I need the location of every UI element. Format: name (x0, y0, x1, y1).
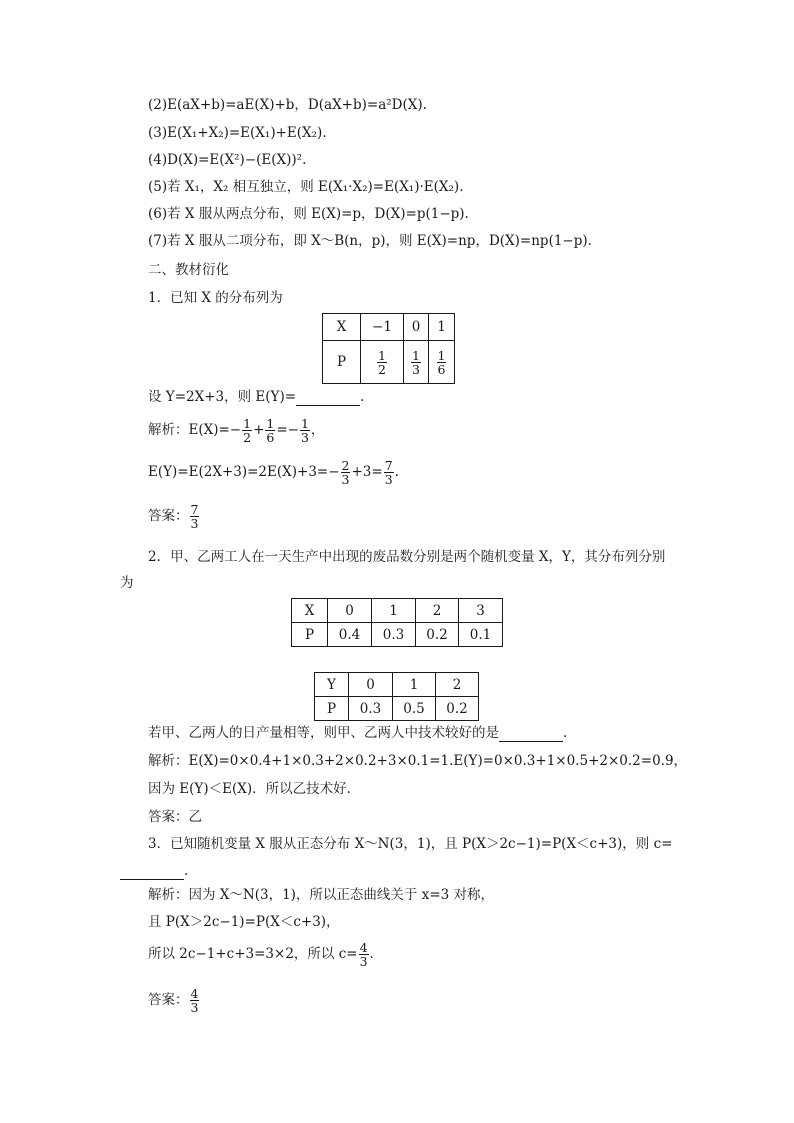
q2-question: 若甲、乙两人的日产量相等，则甲、乙两人中技术较好的是 . (148, 725, 568, 741)
q2-table-y (314, 672, 479, 721)
q2-x-header-cell: 0 (328, 599, 372, 623)
q2-answer: 答案：乙 (148, 809, 202, 825)
q2-y-cell: 0.3 (349, 697, 393, 721)
q2-table-x (291, 598, 503, 647)
q1-table-header-cell: 1 (429, 314, 455, 341)
q2-y-cell: 0.2 (436, 697, 479, 721)
q1-solution-line2: E(Y)=E(2X+3)=2E(X)+3=− $\frac{2}{3}$ +3= $\frac{7}{3}$ . (148, 458, 399, 487)
property-7: (7)若 X 服从二项分布，即 X～B(n，p)，则 E(X)=np，D(X)=np(1−p). (148, 233, 592, 249)
q1-intro: 1．已知 X 的分布列为 (148, 290, 283, 306)
section-title: 二、教材衍化 (148, 262, 229, 278)
q1-table-header-cell: X (323, 314, 361, 341)
q2-x-cell: P (292, 623, 328, 647)
q1-table-header-cell: −1 (361, 314, 404, 341)
q1-distribution-table (322, 313, 455, 384)
q3-question-line2: . (120, 862, 188, 880)
q2-x-header-cell: 1 (372, 599, 416, 623)
property-6: (6)若 X 服从两点分布，则 E(X)=p，D(X)=p(1−p). (148, 206, 469, 222)
q1-question: 设 Y=2X+3，则 E(Y)= . (148, 389, 365, 405)
q3-answer: 答案： $\frac{4}{3}$ (148, 986, 199, 1015)
answer-blank (120, 865, 184, 880)
q1-table-cell: $\frac{1}{2}$ (361, 341, 404, 384)
q2-x-cell: 0.1 (459, 623, 503, 647)
answer-blank (296, 391, 360, 406)
q2-x-cell: 0.4 (328, 623, 372, 647)
q1-table-header-cell: 0 (404, 314, 429, 341)
q2-x-header-cell: 3 (459, 599, 503, 623)
q2-y-cell: 0.5 (393, 697, 436, 721)
q1-table-cell: $\frac{1}{6}$ (429, 341, 455, 384)
q3-solution-line3: 所以 2c−1+c+3=3×2，所以 c= $\frac{4}{3}$ . (148, 940, 374, 969)
q2-y-header-cell: Y (315, 673, 349, 697)
q2-x-cell: 0.3 (372, 623, 416, 647)
q1-table-cell: $\frac{1}{3}$ (404, 341, 429, 384)
q2-y-cell: P (315, 697, 349, 721)
q1-table-row-label: P (323, 341, 361, 384)
answer-blank (499, 727, 563, 742)
q2-y-header-cell: 1 (393, 673, 436, 697)
property-4: (4)D(X)=E(X²)−(E(X))². (148, 152, 307, 168)
property-2: (2)E(aX+b)=aE(X)+b，D(aX+b)=a²D(X). (148, 97, 427, 113)
q3-solution-line2: 且 P(X＞2c−1)=P(X＜c+3)， (148, 914, 340, 930)
q3-question-line1: 3．已知随机变量 X 服从正态分布 X～N(3，1)，且 P(X＞2c−1)=P(X＜c+3)，则 c= (148, 836, 673, 852)
q2-intro-line1: 2．甲、乙两工人在一天生产中出现的废品数分别是两个随机变量 X，Y，其分布列分别 (148, 549, 666, 565)
q2-x-header-cell: 2 (416, 599, 459, 623)
q2-x-cell: 0.2 (416, 623, 459, 647)
q2-solution-line2: 因为 E(Y)＜E(X)．所以乙技术好. (148, 781, 351, 797)
q3-solution-line1: 解析：因为 X～N(3，1)，所以正态曲线关于 x=3 对称， (148, 887, 495, 903)
q2-intro-line2: 为 (120, 575, 134, 591)
q2-solution-line1: 解析：E(X)=0×0.4+1×0.3+2×0.2+3×0.1=1.E(Y)=0×0.3+1×0.5+2×0.2=0.9， (148, 753, 688, 769)
q1-solution-line1: 解析：E(X)=− $\frac{1}{2}$ + $\frac{1}{6}$ =− $\frac{1}{3}$ ， (148, 416, 325, 445)
q2-y-header-cell: 2 (436, 673, 479, 697)
property-5: (5)若 X₁，X₂ 相互独立，则 E(X₁·X₂)=E(X₁)·E(X₂). (148, 179, 464, 195)
q2-x-header-cell: X (292, 599, 328, 623)
q1-answer: 答案： $\frac{7}{3}$ (148, 502, 199, 531)
q2-y-header-cell: 0 (349, 673, 393, 697)
property-3: (3)E(X₁+X₂)=E(X₁)+E(X₂). (148, 125, 327, 141)
